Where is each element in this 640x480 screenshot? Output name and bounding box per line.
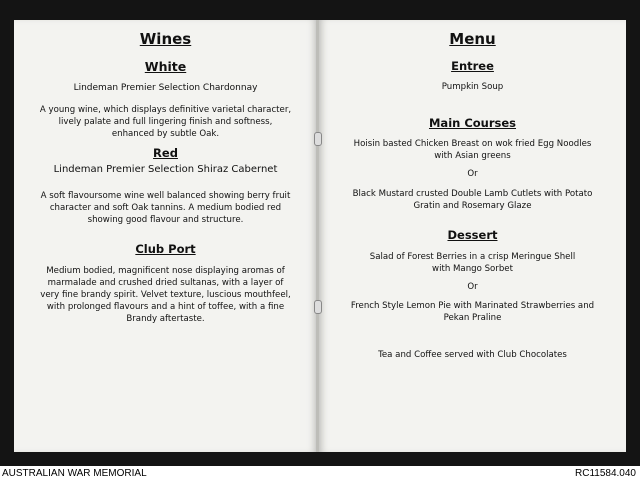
white-description-line: lively palate and full lingering finish and softness, — [58, 117, 273, 127]
dessert-option-2-line: Pekan Praline — [443, 313, 502, 323]
red-description-line: showing good flavour and structure. — [87, 215, 244, 225]
wines-heading: Wines — [139, 30, 192, 48]
port-description-line: Medium bodied, magnificent nose displaying aromas of — [46, 266, 285, 276]
closing-note — [341, 349, 604, 361]
main-or-text: Or — [467, 169, 478, 179]
port-description-line: marmalade and crushed dried sultanas, with a layer of — [47, 278, 284, 288]
red-description — [36, 190, 295, 226]
white-heading: White — [144, 59, 187, 74]
main-option-1-line: with Asian greens — [434, 151, 511, 161]
entree-item-text: Pumpkin Soup — [441, 82, 504, 92]
red-description-line: character and soft Oak tannins. A medium bodied red — [49, 203, 282, 213]
dessert-option-1 — [341, 251, 604, 275]
main-option-1-line: Hoisin basted Chicken Breast on wok fried Egg Noodles — [353, 139, 592, 149]
red-description-line: A soft flavoursome wine well balanced showing berry fruit — [40, 191, 291, 201]
footer-institution: AUSTRALIAN WAR MEMORIAL — [2, 468, 147, 479]
white-description-line: enhanced by subtle Oak. — [111, 129, 220, 139]
white-wine-name: Lindeman Premier Selection Chardonnay — [73, 83, 258, 93]
port-heading: Club Port — [135, 242, 196, 256]
entree-heading: Entree — [451, 59, 494, 73]
dessert-or-text: Or — [467, 282, 478, 292]
main-option-2-line: Black Mustard crusted Double Lamb Cutlets with Potato — [352, 189, 593, 199]
main-option-2 — [341, 188, 604, 212]
red-heading: Red — [153, 146, 178, 160]
main-or — [341, 168, 604, 180]
closing-note-text: Tea and Coffee served with Club Chocolates — [378, 350, 567, 360]
port-description-line: with prolonged flavours and a hint of toffee, with a fine — [46, 302, 285, 312]
main-option-1 — [341, 138, 604, 162]
dessert-or — [341, 281, 604, 293]
menu-section — [319, 0, 626, 480]
dessert-option-1-line: with Mango Sorbet — [432, 264, 513, 274]
main-courses-heading: Main Courses — [428, 116, 517, 130]
dessert-option-2-line: French Style Lemon Pie with Marinated Strawberries and — [350, 301, 595, 311]
wines-section — [14, 0, 317, 480]
entree-item — [341, 81, 604, 93]
dessert-option-1-line: Salad of Forest Berries in a crisp Meringue Shell — [369, 252, 576, 262]
port-description-line: very fine brandy spirit. Velvet texture, luscious mouthfeel, — [40, 290, 291, 300]
port-description — [36, 265, 295, 325]
menu-heading: Menu — [449, 30, 496, 48]
white-description — [36, 104, 295, 140]
dessert-heading: Dessert — [447, 228, 498, 242]
white-description-line: A young wine, which displays definitive varietal character, — [39, 105, 292, 115]
red-wine-name: Lindeman Premier Selection Shiraz Cabernet — [53, 164, 278, 175]
dessert-option-2 — [341, 300, 604, 324]
port-description-line: Brandy aftertaste. — [126, 314, 205, 324]
main-option-2-line: Gratin and Rosemary Glaze — [413, 201, 532, 211]
footer-catalogue-id: RC11584.040 — [575, 468, 636, 479]
